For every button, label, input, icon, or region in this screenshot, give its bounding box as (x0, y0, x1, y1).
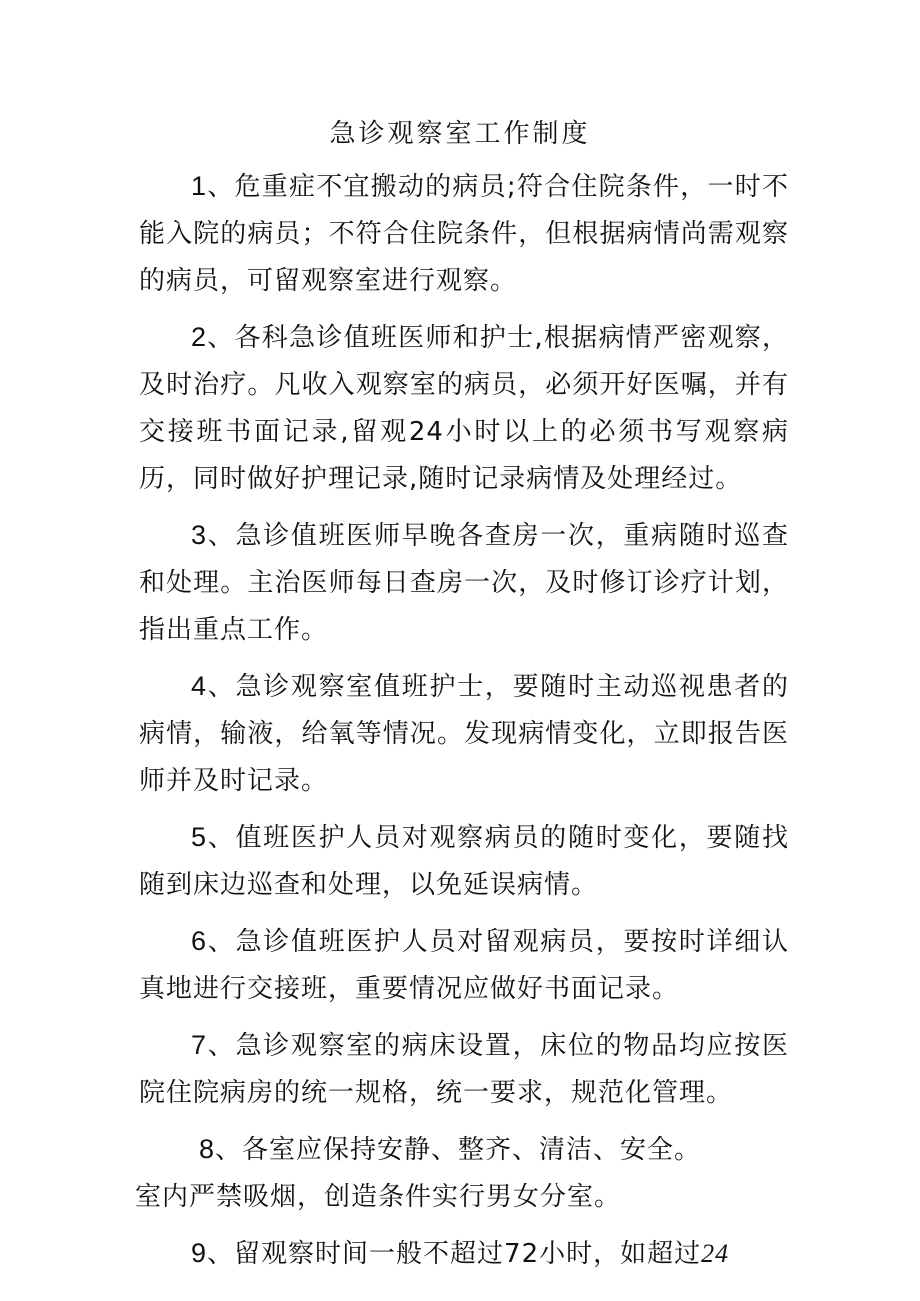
paragraph-text: 、急诊观察室值班护士，要随时主动巡视患者的病情，输液，给氧等情况。发现病情变化，立即报告医师并及时记录。 (139, 672, 789, 796)
paragraph-8 (139, 1126, 789, 1174)
paragraph-9-trailing: 24 (701, 1239, 730, 1268)
paragraph-number: 4 (191, 671, 208, 701)
paragraph-text: 、各室应保持安静、整齐、清洁、安全。 (215, 1135, 702, 1165)
paragraph-7 (139, 1022, 789, 1117)
paragraph-6 (139, 918, 789, 1013)
page-title: 急诊观察室工作制度 (329, 119, 591, 149)
paragraph-text: 、各科急诊值班医师和护士,根据病情严密观察，及时治疗。凡收入观察室的病员，必须开好医嘱，并有交接班书面记录,留观24小时以上的必须书写观察病历，同时做好护理记录,随时记录病情及处理经过。 (139, 323, 789, 494)
paragraph-text: 、急诊值班医护人员对留观病员，要按时详细认真地进行交接班，重要情况应做好书面记录。 (139, 927, 789, 1004)
paragraph-text: 、危重症不宜搬动的病员;符合住院条件，一时不能入院的病员；不符合住院条件，但根据病情尚需观察的病员，可留观察室进行观察。 (139, 172, 789, 296)
paragraph-8-continuation: 室内严禁吸烟，创造条件实行男女分室。 (135, 1182, 622, 1212)
paragraph-text: 、值班医护人员对观察病员的随时变化，要随找随到床边巡查和处理，以免延误病情。 (139, 823, 789, 900)
paragraph-number: 8 (199, 1134, 216, 1164)
paragraph-3 (139, 512, 789, 654)
paragraph-text: 、急诊观察室的病床设置，床位的物品均应按医院住院病房的统一规格，统一要求，规范化管理。 (139, 1031, 789, 1108)
paragraph-number: 2 (191, 322, 208, 352)
paragraph-1 (139, 163, 789, 305)
paragraph-number: 1 (191, 171, 208, 201)
paragraph-9 (139, 1230, 789, 1278)
paragraph-number: 7 (191, 1030, 208, 1060)
paragraph-text: 、留观察时间一般不超过72小时，如超过 (207, 1239, 702, 1269)
paragraph-4 (139, 663, 789, 805)
paragraph-number: 6 (191, 926, 208, 956)
paragraph-text: 、急诊值班医师早晚各查房一次，重病随时巡查和处理。主治医师每日查房一次，及时修订诊疗计划，指出重点工作。 (139, 521, 789, 645)
paragraph-number: 5 (191, 822, 208, 852)
paragraph-number: 9 (191, 1238, 208, 1268)
document-body (135, 163, 789, 1278)
paragraph-number: 3 (191, 520, 208, 550)
paragraph-5 (139, 814, 789, 909)
paragraph-2 (139, 314, 789, 503)
